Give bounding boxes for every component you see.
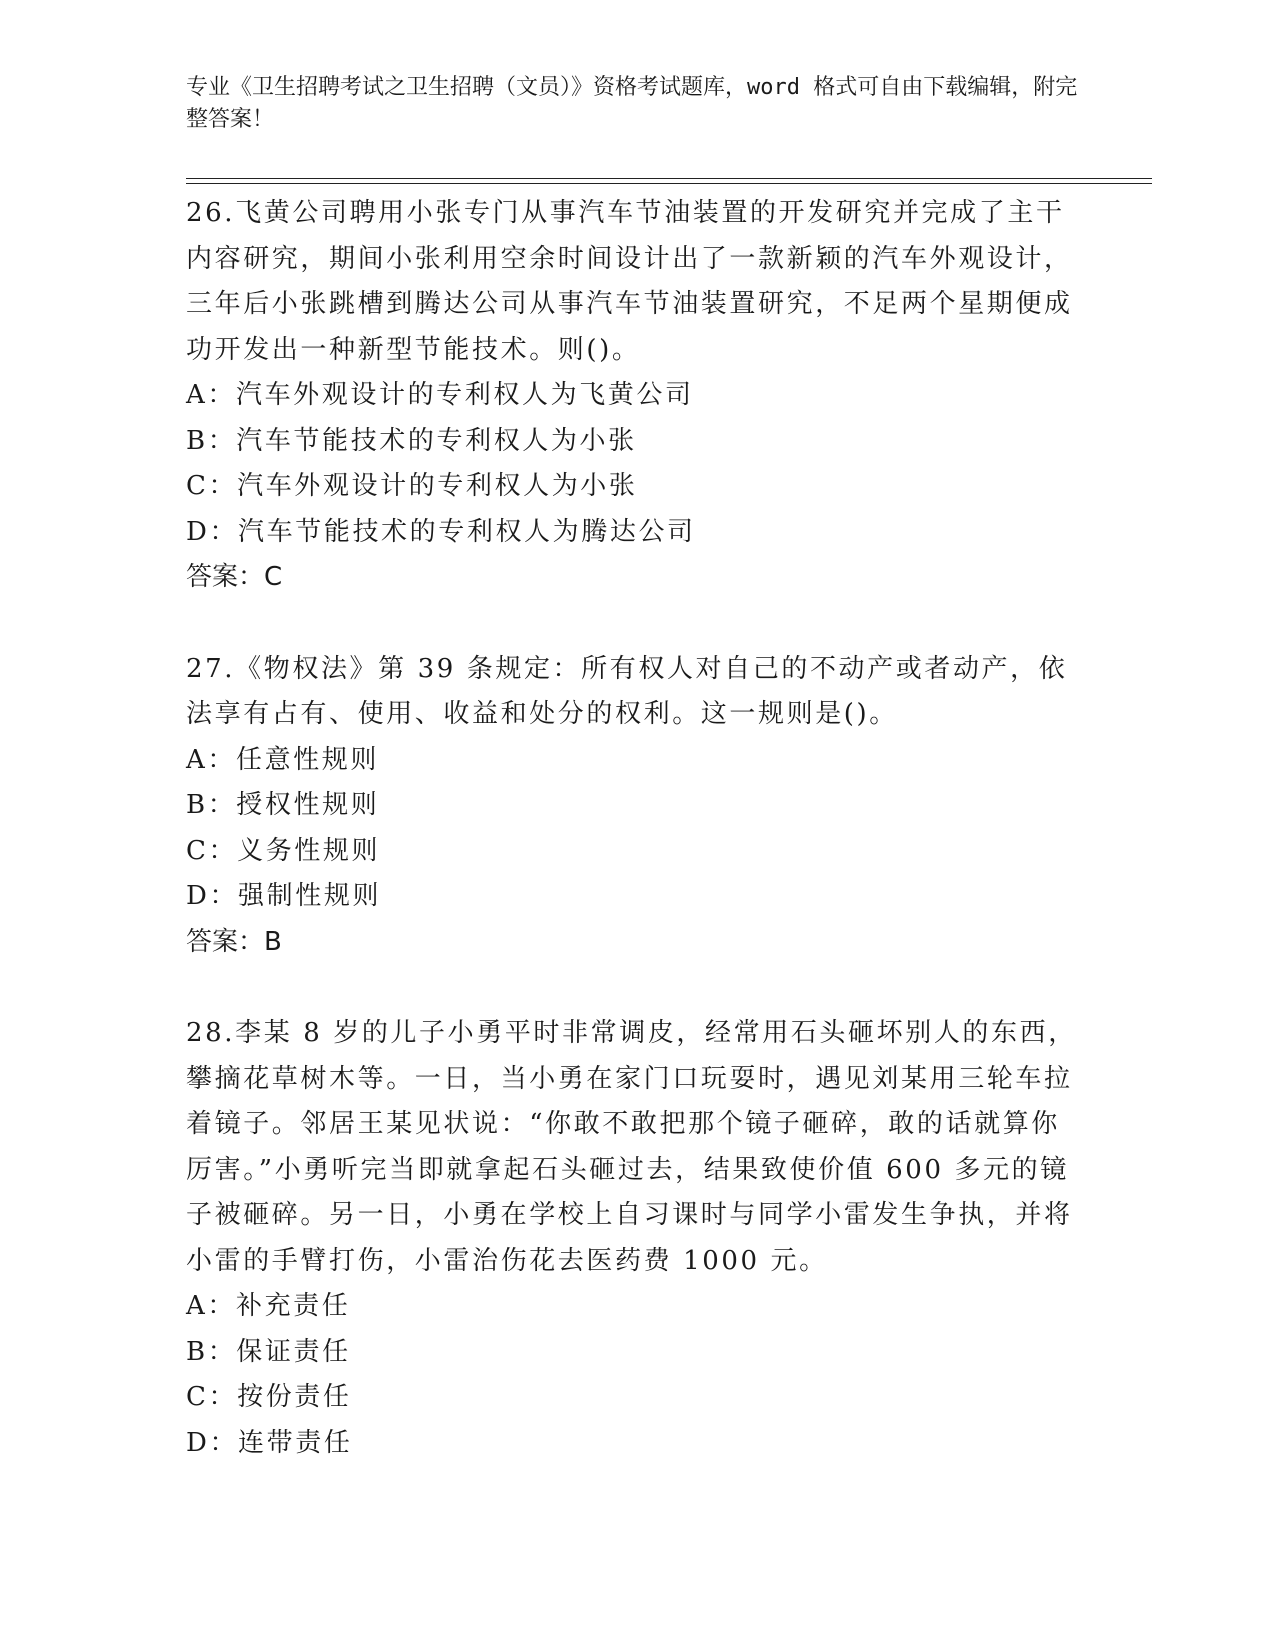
document-header: 专业《卫生招聘考试之卫生招聘（文员）》资格考试题库，word 格式可自由下载编辑，附完整答案！ (186, 75, 1078, 132)
answer-line: 答案：B (186, 926, 282, 957)
option-d: D：汽车节能技术的专利权人为腾达公司 (186, 516, 696, 547)
option-a: A：汽车外观设计的专利权人为飞黄公司 (186, 380, 694, 410)
option-a: A：补充责任 (186, 1291, 351, 1321)
option-c: C：汽车外观设计的专利权人为小张 (186, 471, 638, 501)
header-divider-bottom (186, 183, 1152, 184)
answer-line: 答案：C (186, 562, 283, 592)
option-c: C：义务性规则 (186, 835, 381, 866)
question-stem: 26.飞黄公司聘用小张专门从事汽车节油装置的开发研究并完成了主干内容研究，期间小张利用空余时间设计出了一款新颖的汽车外观设计，三年后小张跳槽到腾达公司从事汽车节油装置研究，不足两个星期便成功开发出一种新型节能技术。则()。 (186, 198, 1073, 365)
header-divider-top (186, 178, 1152, 179)
question-stem: 27.《物权法》第 39 条规定：所有权人对自己的不动产或者动产，依法享有占有、使用、收益和处分的权利。这一规则是()。 (186, 653, 1068, 729)
question-28 (186, 1011, 1086, 1466)
question-26 (186, 191, 1086, 601)
question-list (186, 191, 1086, 1466)
option-d: D：连带责任 (186, 1427, 353, 1458)
option-b: B：汽车节能技术的专利权人为小张 (186, 425, 637, 456)
option-a: A：任意性规则 (186, 744, 379, 775)
option-d: D：强制性规则 (186, 881, 382, 911)
option-c: C：按份责任 (186, 1382, 352, 1412)
question-stem: 28.李某 8 岁的儿子小勇平时非常调皮，经常用石头砸坏别人的东西，攀摘花草树木等。一日，当小勇在家门口玩耍时，遇见刘某用三轮车拉着镜子。邻居王某见状说：“你敢不敢把那个镜子砸碎，敢的话就算你厉害。”小勇听完当即就拿起石头砸过去，结果致使价值 600 多元的镜子被砸碎。另一日，小勇在学校上自习课时与同学小雷发生争执，并将小雷的手臂打伤，小雷治伤花去医药费 1000 元。 (186, 1018, 1077, 1276)
option-b: B：保证责任 (186, 1336, 351, 1367)
question-spacer (186, 965, 1086, 1011)
question-spacer (186, 601, 1086, 647)
question-27 (186, 647, 1086, 966)
option-b: B：授权性规则 (186, 790, 380, 820)
